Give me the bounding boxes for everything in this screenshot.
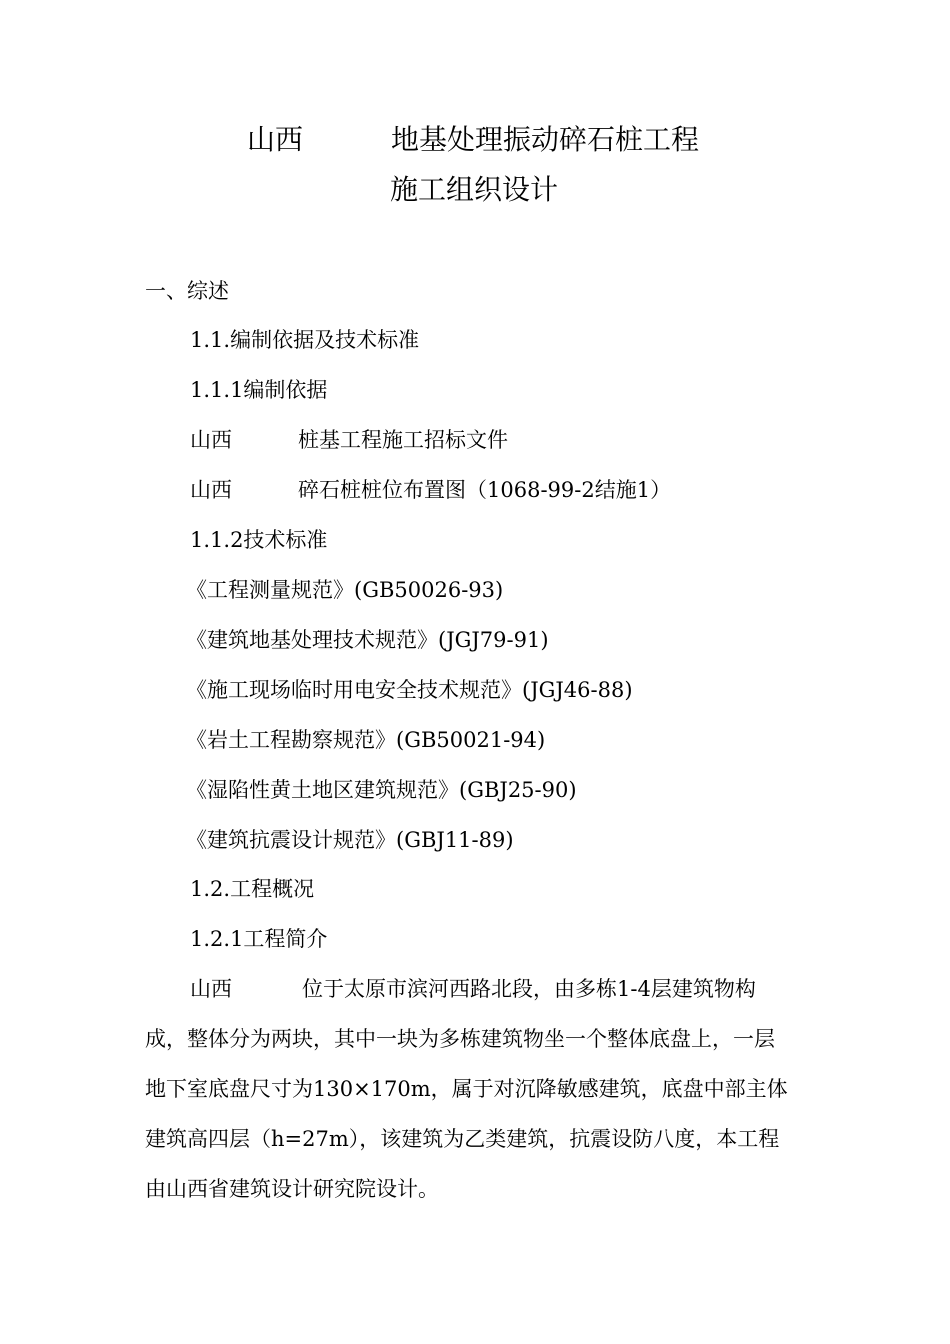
heading-1-2: 1.2.工程概况 (190, 877, 315, 901)
intro-paragraph-line: 成，整体分为两块，其中一块为多栋建筑物坐一个整体底盘上，一层 (145, 1027, 775, 1051)
standard-item: 《施工现场临时用电安全技术规范》(JGJ46-88) (186, 678, 633, 702)
standard-item: 《湿陷性黄土地区建筑规范》(GBJ25-90) (186, 778, 577, 802)
basis-item-1 (190, 426, 508, 454)
standard-item: 《建筑地基处理技术规范》(JGJ79-91) (186, 628, 549, 652)
intro-paragraph-line: 建筑高四层（h=27m），该建筑为乙类建筑，抗震设防八度，本工程 (145, 1127, 780, 1151)
basis-item-2-text: 碎石桩桩位布置图（1068-99-2结施1） (298, 478, 672, 502)
title-line-2: 施工组织设计 (390, 173, 559, 206)
heading-1-1: 1.1.编制依据及技术标准 (190, 328, 420, 352)
standard-item: 《建筑抗震设计规范》(GBJ11-89) (186, 828, 514, 852)
intro-paragraph-line (190, 975, 756, 1003)
standard-item: 《岩土工程勘察规范》(GB50021-94) (186, 728, 546, 752)
standard-item: 《工程测量规范》(GB50026-93) (186, 578, 504, 602)
intro-paragraph-line: 由山西省建筑设计研究院设计。 (145, 1177, 439, 1201)
title-main: 地基处理振动碎石桩工程 (391, 123, 700, 156)
intro-line-text: 位于太原市滨河西路北段，由多栋1-4层建筑物构 (302, 977, 756, 1001)
intro-prefix: 山西 (190, 977, 232, 1001)
basis-item-1-text: 桩基工程施工招标文件 (298, 428, 508, 452)
heading-1-1-1: 1.1.1编制依据 (190, 378, 328, 402)
heading-1-2-1: 1.2.1工程简介 (190, 927, 328, 951)
basis-item-1-prefix: 山西 (190, 428, 232, 452)
title-line-1 (247, 122, 699, 158)
basis-item-2 (190, 476, 671, 504)
heading-1-1-2: 1.1.2技术标准 (190, 528, 328, 552)
basis-item-2-prefix: 山西 (190, 478, 232, 502)
intro-paragraph-line: 地下室底盘尺寸为130×170m，属于对沉降敏感建筑，底盘中部主体 (145, 1077, 788, 1101)
heading-1: 一、综述 (145, 279, 229, 303)
title-prefix: 山西 (247, 123, 304, 156)
